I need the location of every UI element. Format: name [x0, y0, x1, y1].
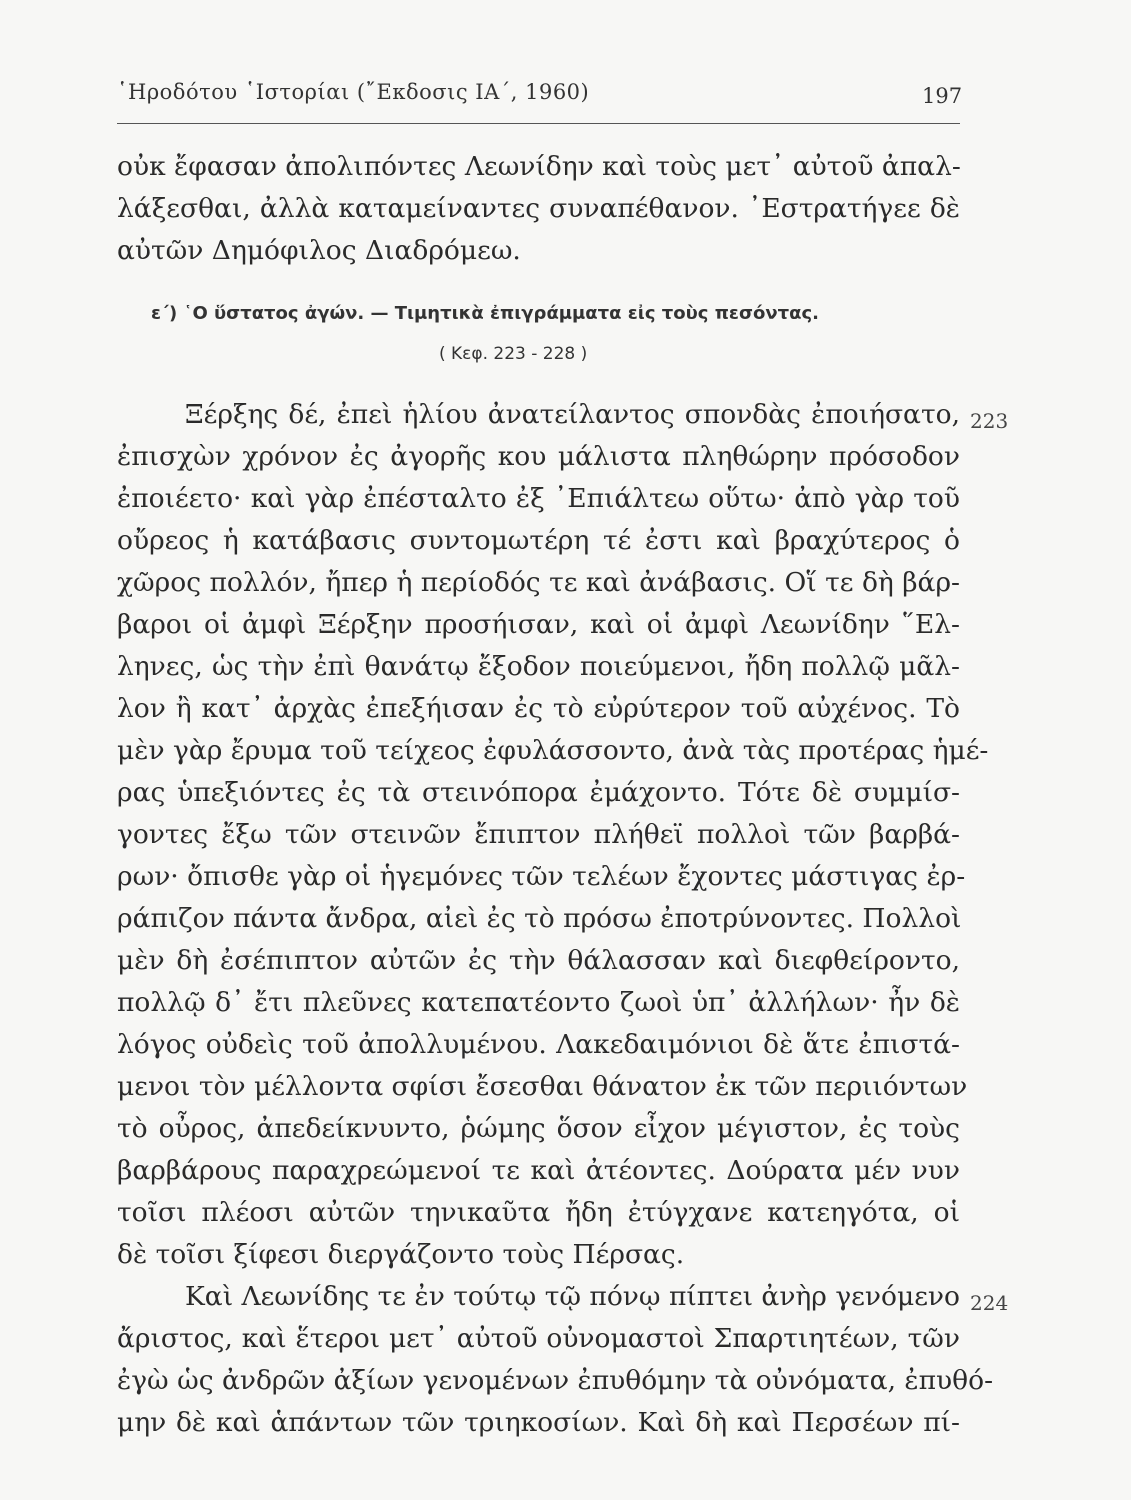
text-line: ἄριστος, καὶ ἕτεροι μετ᾿ αὐτοῦ οὐνομαστοὶ Σπαρτιητέων, τῶν: [117, 1323, 960, 1354]
text-line: δὲ τοῖσι ξίφεσι διεργάζοντο τοὺς Πέρσας.: [117, 1239, 685, 1270]
section-chapters: ( Κεφ. 223 - 228 ): [439, 344, 588, 364]
text-line: ληνες, ὡς τὴν ἐπὶ θανάτῳ ἔξοδον ποιεύμενοι, ἤδη πολλῷ μᾶλ-: [117, 651, 960, 682]
text-line: λον ἢ κατ᾿ ἀρχὰς ἐπεξήισαν ἐς τὸ εὐρύτερον τοῦ αὐχένος. Τὸ: [117, 693, 960, 724]
margin-number: 223: [970, 409, 1009, 433]
text-line: μὲν δὴ ἐσέπιπτον αὐτῶν ἐς τὴν θάλασσαν καὶ διεφθείροντο,: [117, 945, 960, 976]
running-head: ῾Ηροδότου ῾Ιστορίαι (῎Εκδοσις ΙΑ΄, 1960): [117, 80, 590, 104]
section-heading: ε΄) ῾Ο ὕστατος ἀγών. — Τιμητικὰ ἐπιγράμματα εἰς τοὺς πεσόντας.: [151, 303, 819, 324]
text-line: τὸ οὖρος, ἀπεδείκνυντο, ῥώμης ὅσον εἶχον μέγιστον, ἐς τοὺς: [117, 1113, 960, 1144]
text-line: ἐπισχὼν χρόνον ἐς ἀγορῆς κου μάλιστα πληθώρην πρόσοδον: [117, 441, 960, 472]
text-line: βαρβάρους παραχρεώμενοί τε καὶ ἀτέοντες. Δούρατα μέν νυν: [117, 1155, 960, 1186]
header-rule: [117, 123, 960, 124]
margin-number: 224: [970, 1291, 1009, 1315]
text-line: ἐποιέετο· καὶ γὰρ ἐπέσταλτο ἐξ ᾿Επιάλτεω οὕτω· ἀπὸ γὰρ τοῦ: [117, 483, 960, 514]
text-line: χῶρος πολλόν, ἤπερ ἡ περίοδός τε καὶ ἀνάβασις. Οἵ τε δὴ βάρ-: [117, 567, 960, 598]
text-line: οὔρεος ἡ κατάβασις συντομωτέρη τέ ἐστι καὶ βραχύτερος ὁ: [117, 525, 960, 556]
text-line: πολλῷ δ᾿ ἔτι πλεῦνες κατεπατέοντο ζωοὶ ὑπ᾿ ἀλλήλων· ἦν δὲ: [117, 987, 960, 1018]
text-line: Καὶ Λεωνίδης τε ἐν τούτῳ τῷ πόνῳ πίπτει ἀνὴρ γενόμενο: [185, 1281, 960, 1312]
text-line: λόγος οὐδεὶς τοῦ ἀπολλυμένου. Λακεδαιμόνιοι δὲ ἅτε ἐπιστά-: [117, 1029, 960, 1060]
text-line: ράπιζον πάντα ἄνδρα, αἰεὶ ἐς τὸ πρόσω ἐποτρύνοντες. Πολλοὶ: [117, 903, 962, 934]
text-line: μὲν γὰρ ἔρυμα τοῦ τείχεος ἐφυλάσσοντο, ἀνὰ τὰς προτέρας ἡμέ-: [117, 735, 989, 766]
text-line: βαροι οἱ ἀμφὶ Ξέρξην προσήισαν, καὶ οἱ ἀμφὶ Λεωνίδην ῞Ελ-: [117, 609, 960, 640]
text-line: ἐγὼ ὡς ἀνδρῶν ἀξίων γενομένων ἐπυθόμην τὰ οὐνόματα, ἐπυθό-: [117, 1365, 994, 1396]
text-line: οὐκ ἔφασαν ἀπολιπόντες Λεωνίδην καὶ τοὺς μετ᾿ αὐτοῦ ἀπαλ-: [117, 151, 961, 182]
text-line: μενοι τὸν μέλλοντα σφίσι ἔσεσθαι θάνατον ἐκ τῶν περιιόντων: [117, 1071, 968, 1102]
text-line: γοντες ἔξω τῶν στεινῶν ἔπιπτον πλήθεϊ πολλοὶ τῶν βαρβά-: [117, 819, 960, 850]
text-line: τοῖσι πλέοσι αὐτῶν τηνικαῦτα ἤδη ἐτύγχανε κατεηγότα, οἱ: [117, 1197, 960, 1228]
text-line: λάξεσθαι, ἀλλὰ καταμείναντες συναπέθανον. ᾿Εστρατήγεε δὲ: [117, 193, 960, 224]
text-line: ρας ὑπεξιόντες ἐς τὰ στεινόπορα ἐμάχοντο. Τότε δὲ συμμίσ-: [117, 777, 960, 808]
text-line: ρων· ὄπισθε γὰρ οἱ ἡγεμόνες τῶν τελέων ἔχοντες μάστιγας ἐρ-: [117, 861, 966, 892]
text-line: αὐτῶν Δημόφιλος Διαδρόμεω.: [117, 235, 521, 266]
text-line: Ξέρξης δέ, ἐπεὶ ἡλίου ἀνατείλαντος σπονδὰς ἐποιήσατο,: [185, 399, 960, 430]
page-number: 197: [922, 84, 963, 108]
text-line: μην δὲ καὶ ἁπάντων τῶν τριηκοσίων. Καὶ δὴ καὶ Περσέων πί-: [117, 1407, 960, 1438]
